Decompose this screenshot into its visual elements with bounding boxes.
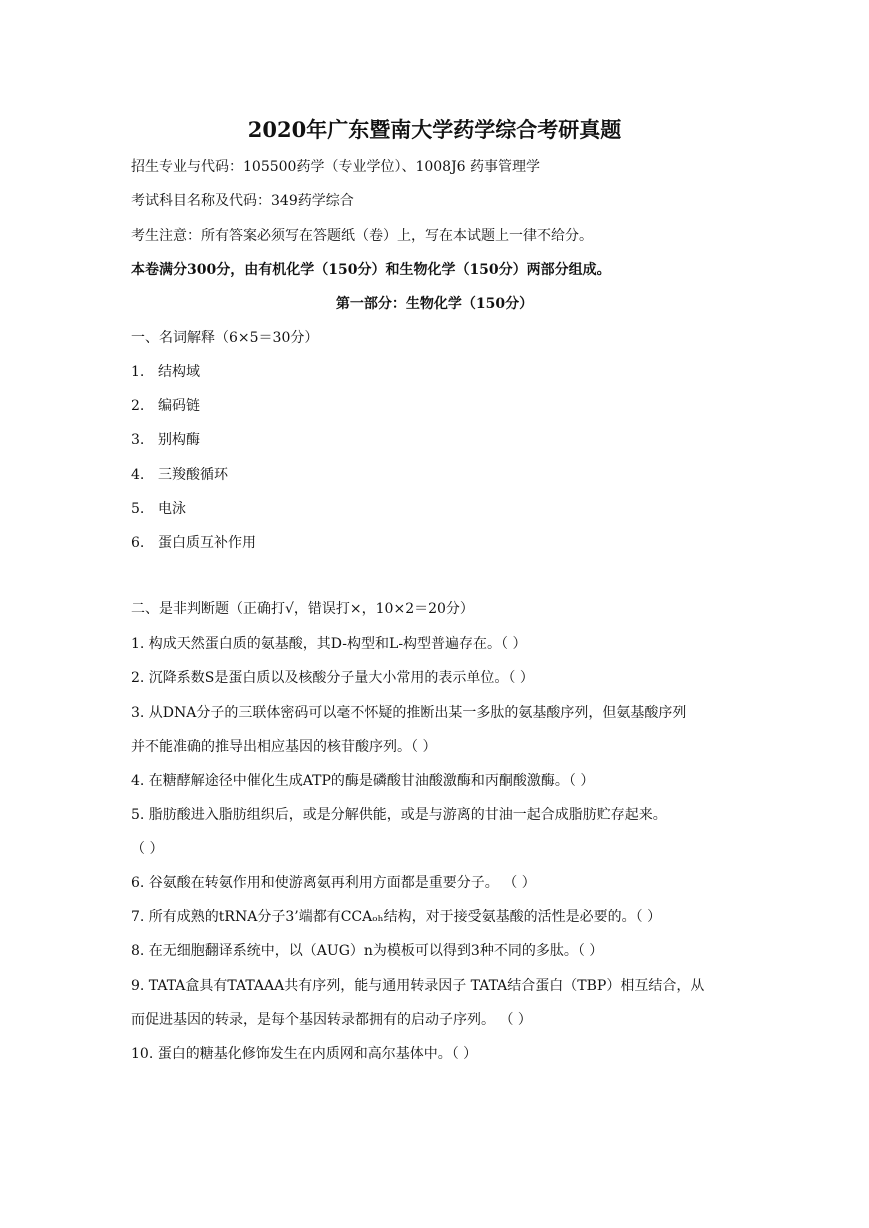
question-line: 4. 在糖酵解途径中催化生成ATP的酶是磷酸甘油酸激酶和丙酮酸激酶。（ ） [131,773,595,789]
list-item [131,499,186,519]
question-line: 7. 所有成熟的tRNA分子3’端都有CCAₒₕ结构，对于接受氨基酸的活性是必要的。（ ） [131,909,662,925]
item-text: 编码链 [158,398,200,414]
item-number: 3. [131,432,145,448]
question-line: 3. 从DNA分子的三联体密码可以毫不怀疑的推断出某一多肽的氨基酸序列，但氨基酸序列 [131,705,687,721]
question-line: 1. 构成天然蛋白质的氨基酸，其D-构型和L-构型普遍存在。（ ） [131,636,527,652]
item-number: 4. [131,467,145,483]
item-number: 5. [131,501,145,517]
item-text: 蛋白质互补作用 [158,535,256,551]
section-one-title: 一、名词解释（6×5＝30分） [131,330,319,346]
question-line: 6. 谷氨酸在转氨作用和使游离氨再利用方面都是重要分子。 （ ） [131,875,536,891]
question-line: 并不能准确的推导出相应基因的核苷酸序列。（ ） [131,739,437,755]
item-number: 6. [131,535,145,551]
item-number: 2. [131,398,145,414]
list-item [131,430,200,450]
list-item [131,465,228,485]
item-text: 结构域 [158,364,200,380]
page-title: 2020年广东暨南大学药学综合考研真题 [247,117,622,142]
item-text: 电泳 [158,501,186,517]
major-line: 招生专业与代码：105500药学（专业学位）、1008J6 药事管理学 [131,159,541,175]
question-line: 10. 蛋白的糖基化修饰发生在内质网和高尔基体中。（ ） [131,1046,478,1062]
item-text: 三羧酸循环 [158,467,228,483]
question-line: 而促进基因的转录，是每个基因转录都拥有的启动子序列。 （ ） [131,1012,532,1028]
list-item [131,396,200,416]
notice-line: 考生注意：所有答案必须写在答题纸（卷）上，写在本试题上一律不给分。 [131,228,593,244]
item-number: 1. [131,364,145,380]
question-line: 8. 在无细胞翻译系统中，以（AUG）n为模板可以得到3种不同的多肽。（ ） [131,943,604,959]
total-score-line: 本卷满分300分，由有机化学（150分）和生物化学（150分）两部分组成。 [131,262,611,278]
part-one-title: 第一部分：生物化学（150分） [335,296,534,312]
question-line: （ ） [131,841,164,857]
question-line: 9. TATA盒具有TATAAA共有序列，能与通用转录因子 TATA结合蛋白（TBP）相互结合，从 [131,978,705,994]
list-item [131,362,200,382]
list-item [131,533,256,553]
subject-line: 考试科目名称及代码：349药学综合 [131,193,354,209]
item-text: 别构酶 [158,432,200,448]
question-line: 5. 脂肪酸进入脂肪组织后，或是分解供能，或是与游离的甘油一起合成脂肪贮存起来。 [131,807,667,823]
question-line: 2. 沉降系数S是蛋白质以及核酸分子量大小常用的表示单位。（ ） [131,670,534,686]
section-two-title: 二、是非判断题（正确打√，错误打×，10×2＝20分） [131,601,474,617]
